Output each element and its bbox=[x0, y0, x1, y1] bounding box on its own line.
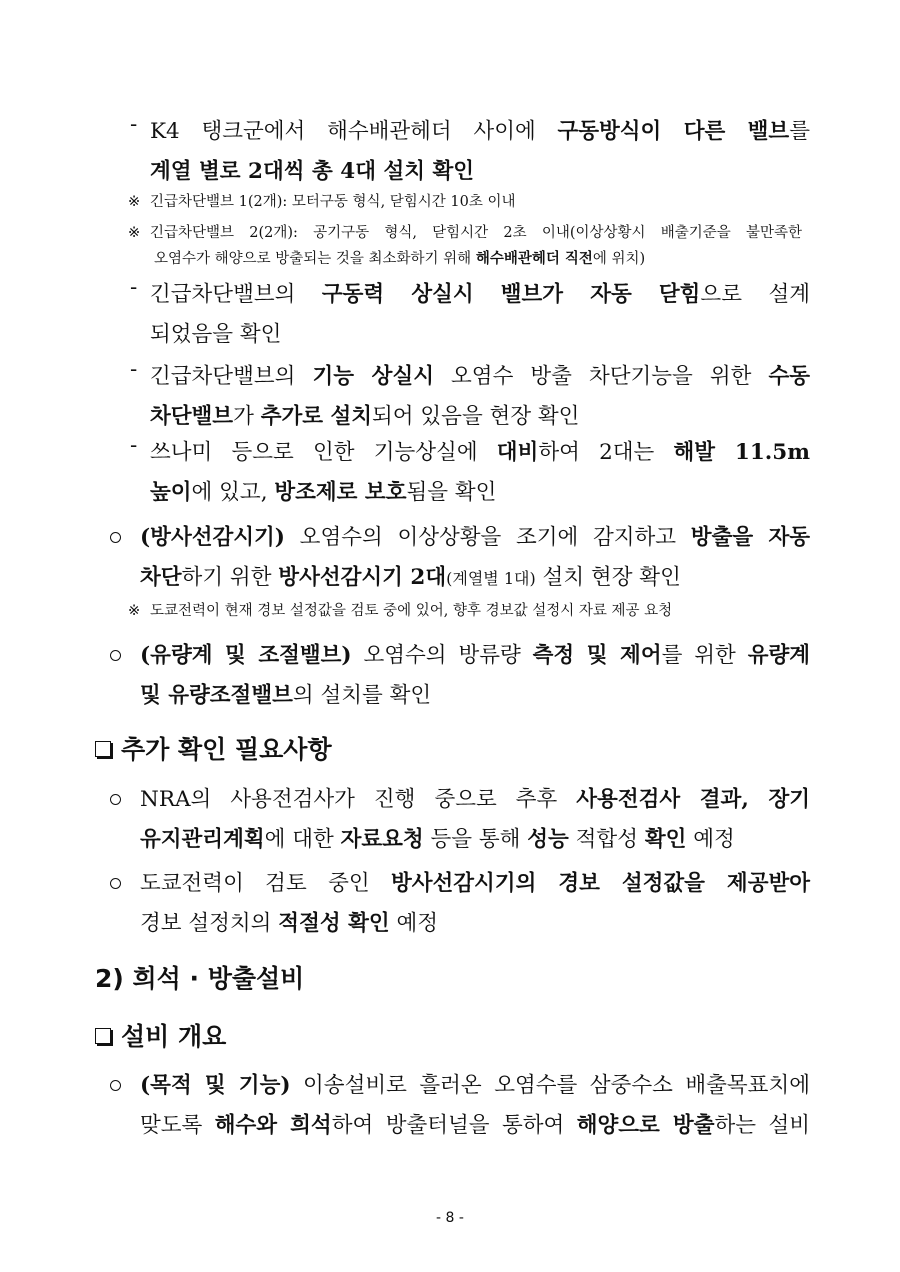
section-heading-dilution: 2) 희석 · 방출설비 bbox=[95, 964, 305, 993]
dash-marker: - bbox=[130, 112, 138, 137]
note-alarm-setpoint: ※ 도쿄전력이 현재 경보 설정값을 검토 중에 있어, 향후 경보값 설정시 자료 제공 요청 bbox=[128, 603, 673, 619]
bullet-loss-of-power: - 긴급차단밸브의 구동력 상실시 밸브가 자동 닫힘으로 설계 되었음을 확인 bbox=[130, 275, 810, 347]
bullet-flow-meter: (유량계 및 조절밸브) 오염수의 방류량 측정 및 제어를 위한 유량계 및 유량조절밸브의 설치를 확인 bbox=[110, 636, 810, 716]
bullet-tsunami: - 쓰나미 등으로 인한 기능상실에 대비하여 2대는 해발 11.5m 높이에 있고, 방조제로 보호됨을 확인 bbox=[130, 433, 810, 505]
note-valve-1: ※ 긴급차단밸브 1(2개): 모터구동 형식, 닫힘시간 10초 이내 bbox=[128, 194, 516, 210]
page-number: - 8 - bbox=[436, 1210, 464, 1226]
bullet-line: 계열 별로 2대씩 총 4대 설치 확인 bbox=[150, 159, 475, 184]
bullet-nra-inspection: NRA의 사용전검사가 진행 중으로 추후 사용전검사 결과, 장기 유지관리계획에 대한 자료요청 등을 통해 성능 적합성 확인 예정 bbox=[110, 780, 810, 860]
bullet-radiation-monitor: (방사선감시기) 오염수의 이상상황을 조기에 감지하고 방출을 자동 차단하기 위한 방사선감시기 2대(계열별 1대) 설치 현장 확인 bbox=[110, 518, 810, 598]
checkbox-square-icon bbox=[95, 741, 111, 757]
checkbox-square-icon bbox=[95, 1028, 111, 1044]
circle-bullet-icon bbox=[110, 878, 121, 889]
section-heading-overview: 설비 개요 bbox=[95, 1018, 226, 1056]
bullet-purpose: (목적 및 기능) 이송설비로 흘러온 오염수를 삼중수소 배출목표치에 맞도록 해수와 희석하여 방출터널을 통하여 해양으로 방출하는 설비 bbox=[110, 1066, 810, 1146]
bullet-k4-valves bbox=[130, 112, 810, 192]
circle-bullet-icon bbox=[110, 1080, 121, 1091]
section-heading-additional: 추가 확인 필요사항 bbox=[95, 732, 332, 768]
bullet-manual-valve: - 긴급차단밸브의 기능 상실시 오염수 방출 차단기능을 위한 수동 차단밸브가 추가로 설치되어 있음을 현장 확인 bbox=[130, 357, 810, 429]
bullet-tepco-setpoint: 도쿄전력이 검토 중인 방사선감시기의 경보 설정값을 제공받아 경보 설정치의 적절성 확인 예정 bbox=[110, 864, 810, 944]
bullet-line: K4 탱크군에서 해수배관헤더 사이에 구동방식이 다른 밸브를 bbox=[150, 119, 810, 144]
circle-bullet-icon bbox=[110, 650, 121, 661]
circle-bullet-icon bbox=[110, 794, 121, 805]
note-valve-2: ※ 긴급차단밸브 2(2개): 공기구동 형식, 닫힘시간 2초 이내(이상상황시 배출기준을 불만족한 오염수가 해양으로 방출되는 것을 최소화하기 위해 해수배관헤더 직전에 위치) bbox=[128, 225, 802, 267]
circle-bullet-icon bbox=[110, 532, 121, 543]
